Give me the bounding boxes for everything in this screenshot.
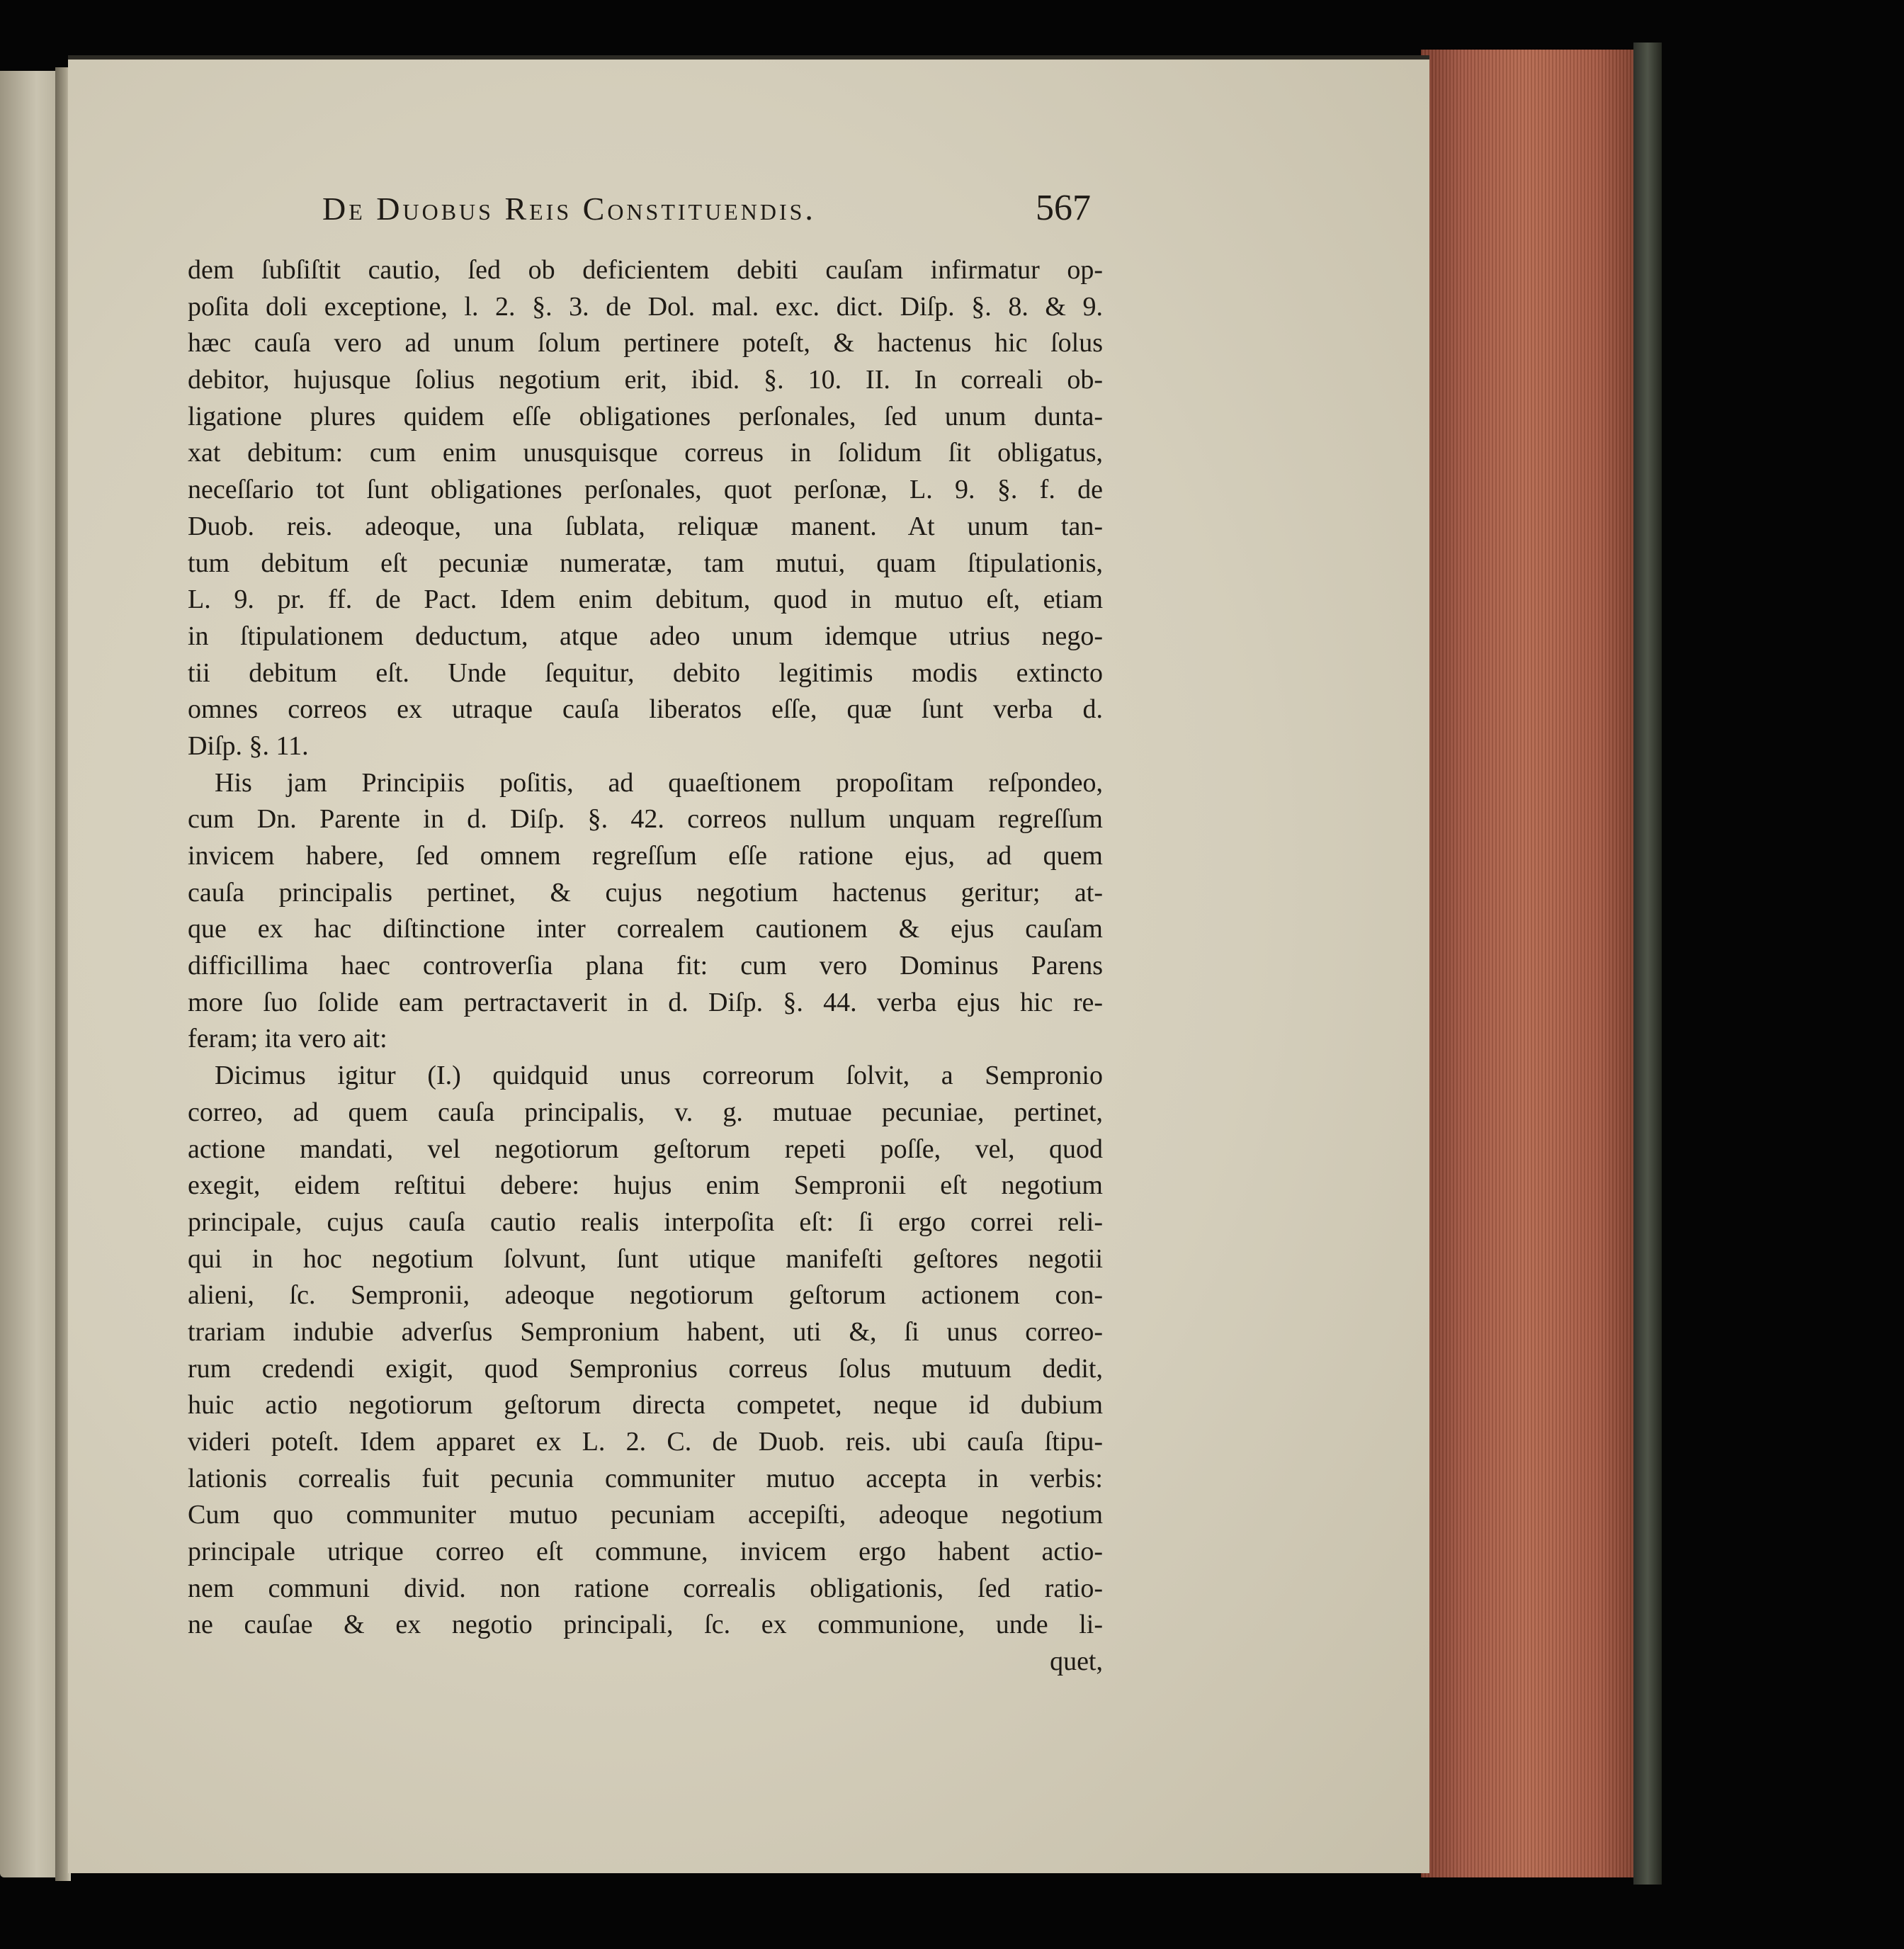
text-line: hæc cauſa vero ad unum ſolum pertinere poteſt, & hactenus hic ſolus [188, 328, 1103, 358]
text-line: cauſa principalis pertinet, & cujus negotium hactenus geritur; at- [188, 877, 1103, 908]
text-line: poſita doli exceptione, l. 2. §. 3. de Dol. mal. exc. dict. Diſp. §. 8. & 9. [188, 291, 1103, 322]
text-line: feram; ita vero ait: [188, 1024, 387, 1054]
text-line: neceſſario tot ſunt obligationes perſonales, quot perſonæ, L. 9. §. f. de [188, 475, 1103, 505]
text-line: nem communi divid. non ratione correalis obligationis, ſed ratio- [188, 1573, 1103, 1603]
running-head: De Duobus Reis Constituendis. [322, 191, 816, 227]
text-line: in ſtipulationem deductum, atque adeo unum idemque utrius nego- [188, 621, 1103, 651]
text-line: principale, cujus cauſa cautio realis interpoſita eſt: ſi ergo correi reli- [188, 1207, 1103, 1237]
book-fore-edge [1421, 50, 1655, 1877]
text-line: actione mandati, vel negotiorum geſtorum repeti poſſe, vel, quod [188, 1134, 1103, 1164]
text-line: Duob. reis. adeoque, una ſublata, reliquæ manent. At unum tan- [188, 511, 1103, 541]
previous-page-edge [0, 71, 61, 1877]
page-number: 567 [1036, 188, 1091, 228]
text-line: qui in hoc negotium ſolvunt, ſunt utique manifeſti geſtores negotii [188, 1243, 1103, 1274]
text-line: debitor, hujusque ſolius negotium erit, ibid. §. 10. II. In correali ob- [188, 365, 1103, 395]
text-line: Dicimus igitur (I.) quidquid unus correorum ſolvit, a Sempronio [215, 1061, 1103, 1091]
text-line: videri poteſt. Idem apparet ex L. 2. C. de Duob. reis. ubi cauſa ſtipu- [188, 1427, 1103, 1457]
text-line: trariam indubie adverſus Sempronium habent, uti &, ſi unus correo- [188, 1316, 1103, 1347]
text-line: difficillima haec controverſia plana fit: cum vero Dominus Parens [188, 951, 1103, 981]
text-line: lationis correalis fuit pecunia communiter mutuo accepta in verbis: [188, 1463, 1103, 1493]
text-line: tum debitum eſt pecuniæ numeratæ, tam mutui, quam ſtipulationis, [188, 548, 1103, 578]
text-line: ligatione plures quidem eſſe obligationes perſonales, ſed unum dunta- [188, 401, 1103, 431]
text-line: Cum quo communiter mutuo pecuniam accepiſti, adeoque negotium [188, 1500, 1103, 1530]
text-line: correo, ad quem cauſa principalis, v. g. mutuae pecuniae, pertinet, [188, 1097, 1103, 1127]
text-line: dem ſubſiſtit cautio, ſed ob deficientem debiti cauſam infirmatur op- [188, 255, 1103, 285]
text-line: cum Dn. Parente in d. Diſp. §. 42. correos nullum unquam regreſſum [188, 804, 1103, 835]
text-line: more ſuo ſolide eam pertractaverit in d. Diſp. §. 44. verba ejus hic re- [188, 987, 1103, 1017]
text-line: que ex hac diſtinctione inter correalem cautionem & ejus cauſam [188, 914, 1103, 944]
text-line: omnes correos ex utraque cauſa liberatos eſſe, quæ ſunt verba d. [188, 694, 1103, 725]
text-line: rum credendi exigit, quod Sempronius correus ſolus mutuum dedit, [188, 1353, 1103, 1384]
book-cover-board [1633, 43, 1662, 1885]
text-line: ne cauſae & ex negotio principali, ſc. ex communione, unde li- [188, 1610, 1103, 1640]
text-line: His jam Principiis poſitis, ad quaeſtionem propoſitam reſpondeo, [215, 767, 1103, 798]
text-line: exegit, eidem reſtitui debere: hujus enim Sempronii eſt negotium [188, 1170, 1103, 1201]
text-line: Diſp. §. 11. [188, 730, 309, 761]
text-line: tii debitum eſt. Unde ſequitur, debito legitimis modis extincto [188, 657, 1103, 688]
text-line: quet, [1050, 1646, 1103, 1677]
text-line: principale utrique correo eſt commune, invicem ergo habent actio- [188, 1537, 1103, 1567]
text-line: alieni, ſc. Sempronii, adeoque negotiorum geſtorum actionem con- [188, 1280, 1103, 1311]
text-line: L. 9. pr. ff. de Pact. Idem enim debitum, quod in mutuo eſt, etiam [188, 584, 1103, 615]
body-text [188, 252, 1103, 1680]
text-line: invicem habere, ſed omnem regreſſum eſſe ratione ejus, ad quem [188, 841, 1103, 871]
text-line: huic actio negotiorum geſtorum directa competet, neque id dubium [188, 1390, 1103, 1420]
text-line: xat debitum: cum enim unusquisque correus in ſolidum ſit obligatus, [188, 438, 1103, 468]
